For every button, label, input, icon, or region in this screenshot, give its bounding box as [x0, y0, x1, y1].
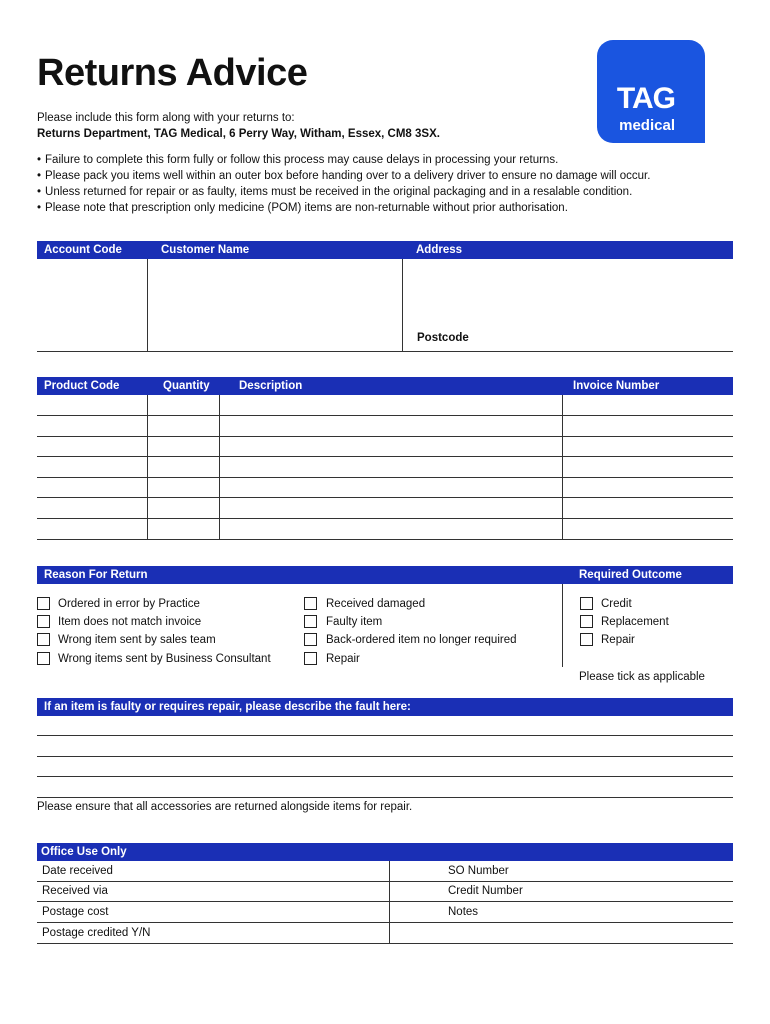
col-address: Address: [416, 244, 463, 256]
office-header-bar: [37, 843, 733, 861]
checkbox-item-mismatch[interactable]: [37, 615, 50, 628]
tick-note: Please tick as applicable: [579, 671, 705, 683]
col-product-code: Product Code: [44, 380, 120, 392]
checkbox-replacement[interactable]: [580, 615, 593, 628]
reason-label: Wrong items sent by Business Consultant: [58, 653, 271, 665]
office-line: [37, 881, 733, 882]
table-row[interactable]: [37, 456, 733, 457]
account-bottom-line: [37, 351, 733, 352]
reason-header: Reason For Return: [44, 569, 148, 581]
reason-label: Back-ordered item no longer required: [326, 634, 517, 646]
table-row[interactable]: [37, 477, 733, 478]
table-row[interactable]: [37, 436, 733, 437]
table-row[interactable]: [37, 539, 733, 540]
outcome-header: Required Outcome: [579, 569, 682, 581]
postage-cost-label: Postage cost: [42, 906, 109, 918]
col-invoice-number: Invoice Number: [573, 380, 660, 392]
reason-label: Received damaged: [326, 598, 426, 610]
intro-text: Please include this form along with your returns to:: [37, 112, 295, 124]
checkbox-wrong-item-sales[interactable]: [37, 633, 50, 646]
postage-credited-label: Postage credited Y/N: [42, 927, 151, 939]
outcome-label: Repair: [601, 634, 635, 646]
table-row[interactable]: [37, 497, 733, 498]
col-customer-name: Customer Name: [161, 244, 250, 256]
product-header-bar: [37, 377, 733, 395]
col-description: Description: [239, 380, 303, 392]
logo-medical-text: medical: [619, 117, 675, 134]
instruction-item: • Please pack you items well within an outer box before handing over to a delivery driver to ensure no damage will occur.: [37, 168, 650, 184]
credit-number-label: Credit Number: [448, 885, 523, 897]
logo-tag-text: TAG: [616, 82, 675, 115]
checkbox-faulty-item[interactable]: [304, 615, 317, 628]
account-code-field[interactable]: [37, 259, 147, 351]
page-title: Returns Advice: [37, 52, 308, 94]
instruction-item: • Unless returned for repair or as faulty, items must be received in the original packaging and in a resalable condition.: [37, 184, 650, 200]
fault-line[interactable]: [37, 776, 733, 777]
office-divider: [389, 861, 390, 943]
date-received-label: Date received: [42, 865, 113, 877]
checkbox-repair-reason[interactable]: [304, 652, 317, 665]
reason-label: Item does not match invoice: [58, 616, 202, 628]
table-row[interactable]: [37, 415, 733, 416]
office-header: Office Use Only: [41, 846, 127, 858]
instruction-item: • Please note that prescription only medicine (POM) items are non-returnable without prior authorisation.: [37, 200, 650, 216]
received-via-label: Received via: [42, 885, 108, 897]
col-quantity: Quantity: [163, 380, 210, 392]
reason-header-bar: [37, 566, 733, 584]
checkbox-received-damaged[interactable]: [304, 597, 317, 610]
checkbox-ordered-in-error[interactable]: [37, 597, 50, 610]
account-header-bar: [37, 241, 733, 259]
fault-line[interactable]: [37, 735, 733, 736]
customer-name-field[interactable]: [148, 259, 402, 351]
tag-medical-logo: [597, 40, 705, 143]
office-line: [37, 943, 733, 944]
outcome-label: Credit: [601, 598, 632, 610]
instructions-list: [37, 152, 650, 216]
fault-header-bar: [37, 698, 733, 716]
reason-label: Faulty item: [326, 616, 383, 628]
accessories-note: Please ensure that all accessories are returned alongside items for repair.: [37, 801, 413, 813]
fault-line[interactable]: [37, 797, 733, 798]
fault-line[interactable]: [37, 756, 733, 757]
outcome-label: Replacement: [601, 616, 669, 628]
reason-label: Wrong item sent by sales team: [58, 634, 216, 646]
office-line: [37, 922, 733, 923]
reason-label: Repair: [326, 653, 360, 665]
col-account-code: Account Code: [44, 244, 122, 256]
office-line: [37, 901, 733, 902]
reason-label: Ordered in error by Practice: [58, 598, 200, 610]
instruction-item: • Failure to complete this form fully or follow this process may cause delays in processing your returns.: [37, 152, 650, 168]
notes-label: Notes: [448, 906, 479, 918]
returns-address: Returns Department, TAG Medical, 6 Perry Way, Witham, Essex, CM8 3SX.: [37, 128, 440, 140]
checkbox-repair-outcome[interactable]: [580, 633, 593, 646]
reason-divider: [562, 584, 563, 667]
postcode-label: Postcode: [417, 332, 469, 344]
checkbox-back-ordered[interactable]: [304, 633, 317, 646]
address-field[interactable]: [403, 259, 733, 329]
checkbox-credit[interactable]: [580, 597, 593, 610]
fault-header: If an item is faulty or requires repair, please describe the fault here:: [44, 701, 411, 713]
so-number-label: SO Number: [448, 865, 509, 877]
table-row[interactable]: [37, 518, 733, 519]
checkbox-wrong-items-consultant[interactable]: [37, 652, 50, 665]
